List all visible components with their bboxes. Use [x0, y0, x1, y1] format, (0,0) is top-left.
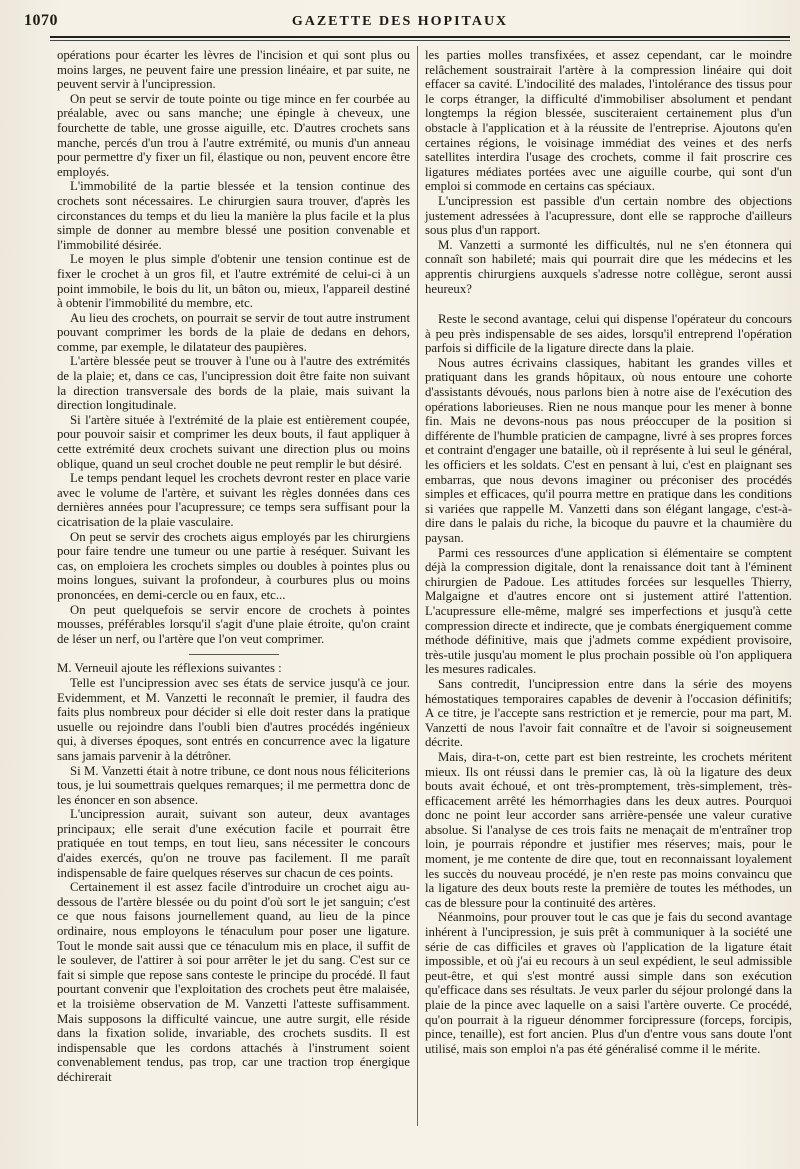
paragraph: Au lieu des crochets, on pourrait se servir de tout autre instrument pouvant comprimer les bords de la plaie de dedans en dehors, comme, par exemple, le dilatateur des paupières. [57, 310, 410, 354]
paragraph: On peut quelquefois se servir encore de crochets à pointes mousses, préférables lorsqu'il s'agit d'une plaie étroite, qu'on craint de léser un nerf, ou l'artère que l'on veut comprimer. [57, 602, 410, 646]
paragraph: Si M. Vanzetti était à notre tribune, ce dont nous nous féliciterions tous, je lui soumettrais quelques remarques; il me permettra donc de les énoncer en son absence. [57, 763, 410, 807]
section-rule [189, 654, 279, 655]
paragraph: Parmi ces ressources d'une application si élémentaire se comptent déjà la compression digitale, dont la renaissance doit tant à l'éminent chirurgien de Padoue. Les attitudes forcées sur lesquelles Thierry, Malgaigne et d'autres encore ont si justement attiré l'attention. L'acupressure elle-même, malgré ses imperfections et jusqu'à cette compression directe et indirecte, que je combats énergiquement comme méthode définitive, mais que j'admets comme expédient provisoire, très-utile jusqu'au moment le plus prochain possible où l'on appliquera les mesures radicales. [425, 545, 792, 677]
paragraph: Telle est l'uncipression avec ses états de service jusqu'à ce jour. Evidemment, et M. Vanzetti le reconnaît le premier, il faudra des faits plus nombreux pour décider si elle doit rester dans la pratique usuelle ou rejoindre dans l'oubli bien d'autres procédés ingénieux qui, à diverses époques, sont entrés en concurrence avec la ligature sans jamais parvenir à la détrôner. [57, 675, 410, 763]
header-rule-thick [50, 36, 790, 38]
right-column [425, 48, 792, 1056]
paragraph: opérations pour écarter les lèvres de l'incision et qui sont plus ou moins larges, ne peuvent faire une pression linéaire, et par suite, ne peuvent servir à l'uncipression. [57, 48, 410, 92]
page-header [0, 0, 800, 44]
paragraph: Si l'artère située à l'extrémité de la plaie est entièrement coupée, pour pouvoir saisir et comprimer les deux bouts, il faut appliquer à cette extrémité deux crochets suivant une direction plus ou moins oblique, quand un seul crochet double ne peut remplir le but désiré. [57, 412, 410, 471]
journal-title: GAZETTE DES HOPITAUX [291, 14, 509, 29]
paragraph: L'uncipression aurait, suivant son auteur, deux avantages principaux; elle serait d'une exécution facile et pourrait être pratiquée en tout temps, en tout lieu, sans nécessiter le concours d'aides exercés, qu'on ne trouve pas facilement. Il me paraît indispensable de faire quelques réserves sur chacun de ces points. [57, 807, 410, 880]
paragraph: On peut se servir des crochets aigus employés par les chirurgiens pour faire tendre une tumeur ou une partie à reséquer. Suivant les cas, on emploiera les crochets simples ou doubles à pointes plus ou moins longues, suivant la profondeur, à courbures plus ou moins prononcées, en demi-cercle ou en faux, etc... [57, 529, 410, 602]
paragraph: Nous autres écrivains classiques, habitant les grandes villes et pratiquant dans les grands hôpitaux, où nous entoure une cohorte d'assistants dévoués, nous parlons bien à notre aise de l'exécution des opérations laborieuses. Rien ne nous manque pour les mener à bonne fin. Mais ne devons-nous pas nous préoccuper de la position si différente de l'humble praticien de campagne, livré à ses propres forces et contraint d'engager une bataille, où il représente à lui seul le général, les officiers et les soldats. C'est en pensant à lui, c'est en plaignant ses embarras, que nous devons imaginer ou préconiser des procédés simples et efficaces, qu'il pourra mettre en pratique dans les conditions si variées que rappelle M. Vanzetti dans son élégant langage, c'est-à-dire dans le palais du riche, la bicoque du pauvre et la chaumière du paysan. [425, 355, 792, 545]
paragraph: L'artère blessée peut se trouver à l'une ou à l'autre des extrémités de la plaie; et, dans ce cas, l'uncipression doit être faite non suivant la direction transversale des bords de la plaie, mais suivant la direction longitudinale. [57, 354, 410, 413]
paragraph: M. Verneuil ajoute les réflexions suivantes : [57, 661, 282, 676]
paragraph: Reste le second avantage, celui qui dispense l'opérateur du concours à peu près indispensable de ses aides, lorsqu'il entreprend l'opération parfois si difficile de la ligature directe dans la plaie. [425, 312, 792, 356]
paragraph: L'uncipression est passible d'un certain nombre des objections justement adressées à l'acupressure, dont elle se rapproche d'ailleurs sous plus d'un rapport. [425, 193, 792, 238]
paragraph: Mais, dira-t-on, cette part est bien restreinte, les crochets méritent mieux. Ils ont réussi dans le premier cas, là où la ligature des deux bouts avait échoué, et ont très-promptement, très-simplement, très-efficacement arrêté les hémorrhagies dans les deux autres. Pourquoi donc ne point leur accorder sans arrière-pensée une valeur curative absolue. Si l'analyse de ces trois faits ne menaçait de m'entraîner trop loin, je pourrais répondre et justifier mes réserves; mais, pour le moment, je me contente de dire que, tout en reconnaissant loyalement les succès du nouveau procédé, je n'en reste pas moins convaincu que la ligature des deux bouts reste la première de toutes les méthodes, un cas de blessure pour la continuité des artères. [425, 749, 792, 910]
paragraph: L'immobilité de la partie blessée et la tension continue des crochets sont nécessaires. Le chirurgien saura trouver, d'après les circonstances du temps et du lieu la manière la plus facile et la plus simple de donner au membre blessé une position convenable et l'immobilité désirée. [57, 179, 410, 252]
paragraph: Le moyen le plus simple d'obtenir une tension continue est de fixer le crochet à un gros fil, et l'autre extrémité de celui-ci à un point immobile, le bois du lit, un bâton ou, mieux, l'appareil destiné à obtenir l'immobilité du membre, etc. [57, 252, 410, 311]
page-number: 1070 [24, 12, 58, 29]
paragraph: Sans contredit, l'uncipression entre dans la série des moyens hémostatiques temporaires capables de devenir à l'occasion définitifs; A ce titre, je l'accepte sans restriction et je remercie, pour ma part, M. Vanzetti de nous l'avoir fait connaître et de l'avoir si soigneusement décrite. [425, 676, 792, 750]
paragraph: Certainement il est assez facile d'introduire un crochet aigu au-dessous de l'artère blessée ou du point d'où sort le jet sanguin; c'est ce que nous faisons journellement quand, au lieu de la pince ordinaire, nous employons le ténaculum pour poser une ligature. Tout le monde sait aussi que ce ténaculum mis en place, il suffit de le soulever, de l'attirer à soi pour arrêter le jet du sang. C'est sur ce fait si simple que repose sans conteste le principe du procédé. Il faut pourtant convenir que l'exploitation des crochets peut être malaisée, et la troisième observation de M. Vanzetti l'atteste suffisamment. Mais supposons la difficulté vaincue, une autre surgit, elle réside dans la fixation solide, invariable, des crochets susdits. Il est indispensable que les cordons attachés à l'instrument soient convenablement tendus, pas trop, car une traction trop énergique déchirerait [57, 880, 410, 1084]
paragraph: Le temps pendant lequel les crochets devront rester en place varie avec le volume de l'artère, et suivant les règles données dans ces dernières années pour l'acupressure; ce temps sera suffisant pour la cicatrisation de la plaie vasculaire. [57, 471, 410, 529]
paragraph: On peut se servir de toute pointe ou tige mince en fer courbée au préalable, avec ou sans manche; une épingle à cheveux, une fourchette de table, une grosse aiguille, etc. D'autres crochets sans manche, percés d'un trou à l'autre extrémité, ou munis d'un anneau pour permettre d'y fixer un fil, élastique ou non, peuvent encore être employés. [57, 91, 410, 179]
paragraph: les parties molles transfixées, et assez cependant, car le moindre relâchement soustrairait l'artère à la compression linéaire qui doit effacer sa cavité. L'indocilité des malades, l'intolérance des tissus pour le corps étranger, la difficulté d'immobiliser absolument et pendant longtemps la région blessée, susciteraient certainement plus d'un obstacle à l'application et à la réussite de l'entreprise. Ajoutons qu'en certaines régions, le voisinage immédiat des veines et des nerfs satellites interdira l'usage des crochets, comme il fait proscrire ces ligatures médiates portées avec une aiguille courbe, qui sont d'un emploi si commode en certains cas spéciaux. [425, 48, 792, 194]
paragraph: Néanmoins, pour prouver tout le cas que je fais du second avantage inhérent à l'uncipression, je suis prêt à communiquer à la société une série de cas difficiles et graves où l'application de la ligature était impossible, et où j'ai eu recours à un seul expédient, le seul admissible peut-être, et qui s'est montré aussi simple dans son exécution qu'efficace dans ses résultats. Je veux parler du séjour prolongé dans la plaie de la pince avec laquelle on a saisi l'artère ouverte. Ce procédé, qu'on pourrait à la rigueur dénommer forcipressure (forceps, forcipis, pince, tenaille), est fort ancien. Plus d'un d'entre vous sans doute l'ont utilisé, mais son emploi n'a pas été généralisé comme il le mérite. [425, 910, 792, 1056]
left-column [57, 48, 410, 1085]
paragraph: M. Vanzetti a surmonté les difficultés, nul ne s'en étonnera qui connaît son habileté; mais qui pourrait dire que les médecins et les apprentis chirurgiens auxquels s'adresse notre collègue, seront aussi heureux? [425, 237, 792, 296]
header-rule-thin [50, 40, 790, 41]
column-divider [417, 46, 418, 1126]
